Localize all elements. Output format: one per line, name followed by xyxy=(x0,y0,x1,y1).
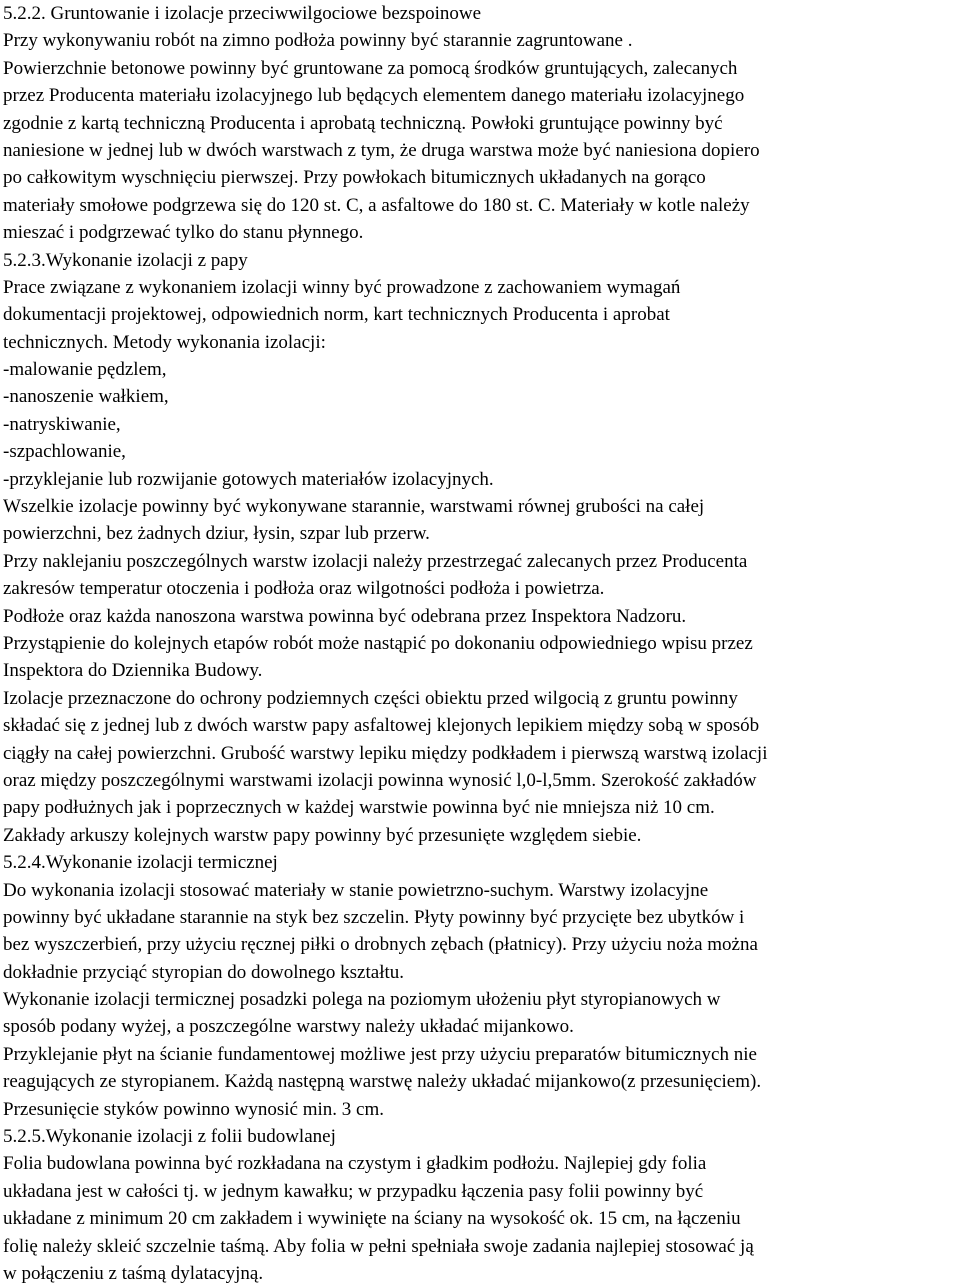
text-line: mieszać i podgrzewać tylko do stanu płynnego. xyxy=(3,222,364,244)
text-line: Wszelkie izolacje powinny być wykonywane starannie, warstwami równej grubości na całej xyxy=(3,496,705,518)
text-line: Przyklejanie płyt na ścianie fundamentowej możliwe jest przy użyciu preparatów bitumicznych nie xyxy=(3,1043,757,1065)
text-line: po całkowitym wyschnięciu pierwszej. Przy powłokach bitumicznych układanych na gorąco xyxy=(3,167,706,189)
text-line: Przystąpienie do kolejnych etapów robót może nastąpić po dokonaniu odpowiedniego wpisu przez xyxy=(3,632,753,654)
text-line: zakresów temperatur otoczenia i podłoża oraz wilgotności podłoża i powietrza. xyxy=(3,578,605,600)
text-line: reagujących ze styropianem. Każdą następną warstwę należy układać mijankowo(z przesunięciem). xyxy=(3,1071,762,1093)
text-line: dokładnie przyciąć styropian do dowolnego kształtu. xyxy=(3,961,405,983)
text-line: 5.2.2. Gruntowanie i izolacje przeciwwilgociowe bezspoinowe xyxy=(3,3,482,24)
text-line: przez Producenta materiału izolacyjnego lub będących elementem danego materiału izolacyjnego xyxy=(3,85,745,107)
text-line: bez wyszczerbień, przy użyciu ręcznej piłki o drobnych zębach (płatnicy). Przy użyciu noża można xyxy=(3,934,758,956)
text-line: Przy wykonywaniu robót na zimno podłoża powinny być starannie zagruntowane . xyxy=(3,30,633,52)
text-line: folię należy skleić szczelnie taśmą. Aby folia w pełni spełniała swoje zadania najlepiej stosować ją xyxy=(3,1235,754,1257)
text-line: -szpachlowanie, xyxy=(3,441,126,463)
text-line: Do wykonania izolacji stosować materiały w stanie powietrzno-suchym. Warstwy izolacyjne xyxy=(3,879,709,901)
text-line: -nanoszenie wałkiem, xyxy=(3,386,169,408)
text-line: układana jest w całości tj. w jednym kawałku; w przypadku łączenia pasy folii powinny być xyxy=(3,1180,704,1202)
text-line: materiały smołowe podgrzewa się do 120 st. C, a asfaltowe do 180 st. C. Materiały w kotle należy xyxy=(3,194,750,216)
text-line: Wykonanie izolacji termicznej posadzki polega na poziomym ułożeniu płyt styropianowych w xyxy=(3,989,721,1011)
text-line: Prace związane z wykonaniem izolacji winny być prowadzone z zachowaniem wymagań xyxy=(3,276,681,298)
text-line: naniesione w jednej lub w dwóch warstwach z tym, że druga warstwa może być naniesiona dopiero xyxy=(3,139,760,161)
text-line: Inspektora do Dziennika Budowy. xyxy=(3,660,263,682)
text-line: -natryskiwanie, xyxy=(3,413,121,435)
text-line: ciągły na całej powierzchni. Grubość warstwy lepiku między podkładem i pierwszą warstwą izolacji xyxy=(3,742,768,764)
text-line: Powierzchnie betonowe powinny być gruntowane za pomocą środków gruntujących, zalecanych xyxy=(3,57,738,79)
text-line: układane z minimum 20 cm zakładem i wywinięte na ściany na wysokość ok. 15 cm, na łączeniu xyxy=(3,1208,741,1230)
text-line: papy podłużnych jak i poprzecznych w każdej warstwie powinna być nie mniejsza niż 10 cm. xyxy=(3,797,715,819)
text-line: oraz między poszczególnymi warstwami izolacji powinna wynosić l,0-l,5mm. Szerokość zakładów xyxy=(3,769,757,791)
text-line: Podłoże oraz każda nanoszona warstwa powinna być odebrana przez Inspektora Nadzoru. xyxy=(3,605,687,627)
text-line: 5.2.4.Wykonanie izolacji termicznej xyxy=(3,852,278,874)
text-line: dokumentacji projektowej, odpowiednich norm, kart technicznych Producenta i aprobat xyxy=(3,304,670,326)
text-line: Przesunięcie styków powinno wynosić min. 3 cm. xyxy=(3,1098,385,1120)
text-line: powierzchni, bez żadnych dziur, łysin, szpar lub przerw. xyxy=(3,523,430,545)
text-line: 5.2.3.Wykonanie izolacji z papy xyxy=(3,249,248,271)
text-line: zgodnie z kartą techniczną Producenta i aprobatą techniczną. Powłoki gruntujące powinny być xyxy=(3,112,723,134)
text-line: 5.2.5.Wykonanie izolacji z folii budowlanej xyxy=(3,1126,336,1148)
text-line: składać się z jednej lub z dwóch warstw papy asfaltowej klejonych lepikiem między sobą w sposób xyxy=(3,715,760,737)
text-line: -przyklejanie lub rozwijanie gotowych materiałów izolacyjnych. xyxy=(3,468,494,490)
text-line: w połączeniu z taśmą dylatacyjną. xyxy=(3,1262,264,1284)
text-line: sposób podany wyżej, a poszczególne warstwy należy układać mijankowo. xyxy=(3,1016,574,1038)
text-line: Izolacje przeznaczone do ochrony podziemnych części obiektu przed wilgocią z gruntu powinny xyxy=(3,687,738,709)
text-line: Przy naklejaniu poszczególnych warstw izolacji należy przestrzegać zalecanych przez Producenta xyxy=(3,550,748,572)
text-line: powinny być układane starannie na styk bez szczelin. Płyty powinny być przycięte bez ubytków i xyxy=(3,906,745,928)
text-line: technicznych. Metody wykonania izolacji: xyxy=(3,331,326,353)
text-line: -malowanie pędzlem, xyxy=(3,359,167,381)
text-line: Folia budowlana powinna być rozkładana na czystym i gładkim podłożu. Najlepiej gdy folia xyxy=(3,1153,707,1175)
text-line: Zakłady arkuszy kolejnych warstw papy powinny być przesunięte względem siebie. xyxy=(3,824,642,846)
